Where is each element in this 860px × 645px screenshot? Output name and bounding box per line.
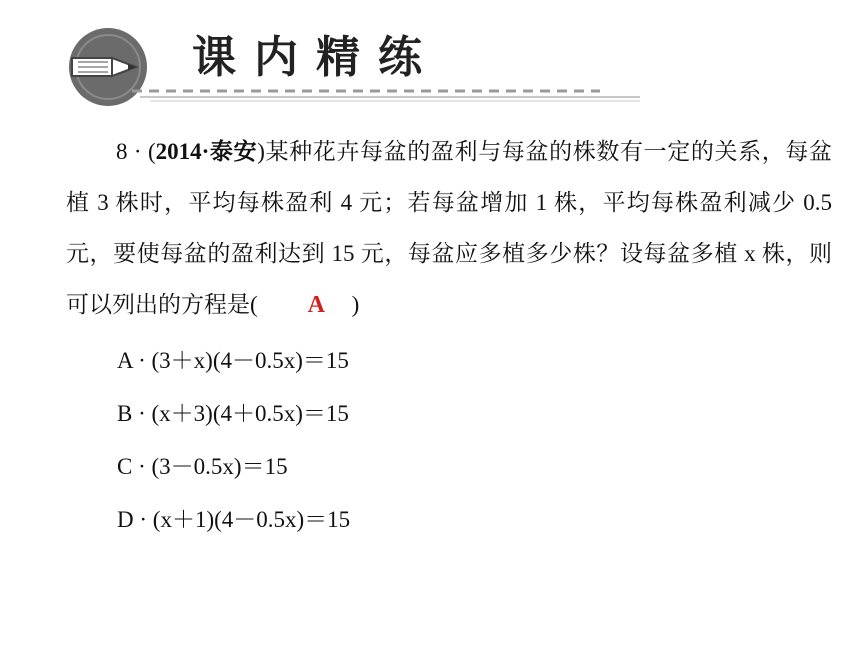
option-c: C · (3－0.5x)＝15 bbox=[117, 454, 288, 479]
option-b: B · (x＋3)(4＋0.5x)＝15 bbox=[117, 401, 349, 426]
question-stem: 某种花卉每盆的盈利与每盆的株数有一定的关系，每盆植 3 株时，平均每株盈利 4 元；若每盆增加 1 株，平均每株盈利减少 0.5 元，要使每盆的盈利达到 15 元，每盆应多植多少株？设每盆多植 x 株，则可以列出的方程是 bbox=[66, 139, 833, 317]
option-text: (x＋3)(4＋0.5x)＝15 bbox=[151, 401, 349, 426]
section-header bbox=[0, 0, 860, 110]
option-text: (x＋1)(4－0.5x)＝15 bbox=[152, 507, 351, 532]
pencil-icon bbox=[69, 28, 147, 106]
option-letter: D bbox=[117, 507, 134, 532]
answer-close-paren: ) bbox=[351, 292, 360, 317]
answer-options bbox=[117, 334, 350, 546]
option-a: A · (3＋x)(4－0.5x)＝15 bbox=[117, 348, 349, 373]
option-d: D · (x＋1)(4－0.5x)＝15 bbox=[117, 507, 351, 532]
question-number: 8 bbox=[116, 139, 128, 164]
option-text: (3－0.5x)＝15 bbox=[151, 454, 288, 479]
option-letter: C bbox=[117, 454, 133, 479]
option-letter: A bbox=[117, 348, 133, 373]
source-close-paren: ) bbox=[257, 139, 265, 164]
question-text bbox=[66, 126, 832, 331]
answer-open-paren: ( bbox=[250, 292, 258, 317]
question-8 bbox=[66, 126, 832, 331]
number-separator: · bbox=[133, 139, 142, 164]
option-letter: B bbox=[117, 401, 133, 426]
source-open-paren: ( bbox=[147, 139, 156, 164]
section-title: 课内精练 bbox=[192, 32, 440, 83]
answer-letter: A bbox=[307, 292, 326, 318]
header-rule bbox=[132, 91, 640, 101]
option-text: (3＋x)(4－0.5x)＝15 bbox=[151, 348, 349, 373]
question-source: 2014·泰安 bbox=[155, 139, 258, 164]
